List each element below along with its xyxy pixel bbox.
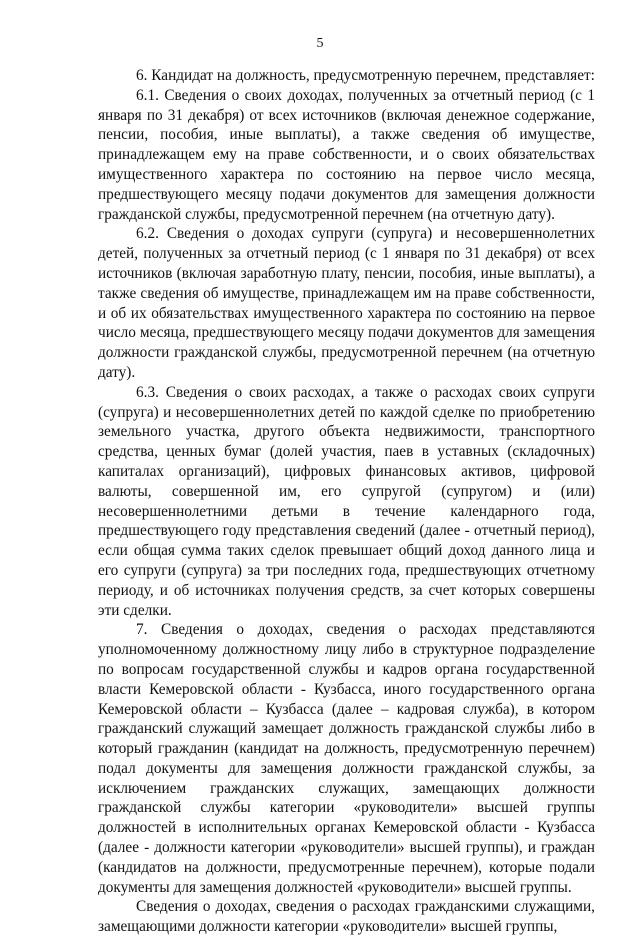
paragraph-7-continued: Сведения о доходах, сведения о расходах гражданскими служащими, замещающими должности категории «руководители» высшей группы, — [98, 898, 595, 936]
paragraph-6-2: 6.2. Сведения о доходах супруги (супруга) и несовершеннолетних детей, полученных за отчетный период (с 1 января по 31 декабря) от всех источников (включая заработную плату, пенсии, пособия, иные выплаты), а также сведения об имуществе, принадлежащем им на праве собственности, и об их обязательствах имущественного характера по состоянию на первое число месяца, предшествующего месяцу подачи документов для замещения должности гражданской службы, предусмотренной перечнем (на отчетную дату). — [98, 225, 595, 381]
document-body — [98, 66, 595, 937]
paragraph-6-1: 6.1. Сведения о своих доходах, полученных за отчетный период (с 1 января по 31 декабря) от всех источников (включая денежное содержание, пенсии, пособия, иные выплаты), а также сведения об имуществе, принадлежащем ему на праве собственности, и о своих обязательствах имущественного характера по состоянию на первое число месяца, предшествующего месяцу подачи документов для замещения должности гражданской службы, предусмотренной перечнем (на отчетную дату). — [98, 86, 595, 223]
page-number: 5 — [316, 36, 324, 51]
paragraph-7: 7. Сведения о доходах, сведения о расходах представляются уполномоченному должностному лицу либо в структурное подразделение по вопросам государственной службы и кадров органа государственной власти Кемеровской области - Кузбасса, иного государственного органа Кемеровской области – Кузбасса (далее – кадровая служба), в котором гражданский служащий замещает должность гражданской службы либо в который гражданин (кандидат на должность, предусмотренную перечнем) подал документы для замещения должности гражданской службы, за исключением гражданских служащих, замещающих должности гражданской службы категории «руководители» высшей группы должностей в исполнительных органах Кемеровской области - Кузбасса (далее - должности категории «руководители» высшей группы), и граждан (кандидатов на должности, предусмотренные перечнем), которые подали документы для замещения должностей «руководители» высшей группы. — [98, 621, 595, 896]
paragraph-6-3: 6.3. Сведения о своих расходах, а также о расходах своих супруги (супруга) и несовершеннолетних детей по каждой сделке по приобретению земельного участка, другого объекта недвижимости, транспортного средства, ценных бумаг (долей участия, паев в уставных (складочных) капиталах организаций), цифровых финансовых активов, цифровой валюты, совершенной им, его супругой (супругом) и (или) несовершеннолетними детьми в течение календарного года, предшествующего году представления сведений (далее - отчетный период), если общая сумма таких сделок превышает общий доход данного лица и его супруги (супруга) за три последних года, предшествующих отчетному периоду, и об источниках получения средств, за счет которых совершены эти сделки. — [98, 383, 595, 619]
paragraph-6: 6. Кандидат на должность, предусмотренную перечнем, представляет: — [136, 67, 595, 84]
